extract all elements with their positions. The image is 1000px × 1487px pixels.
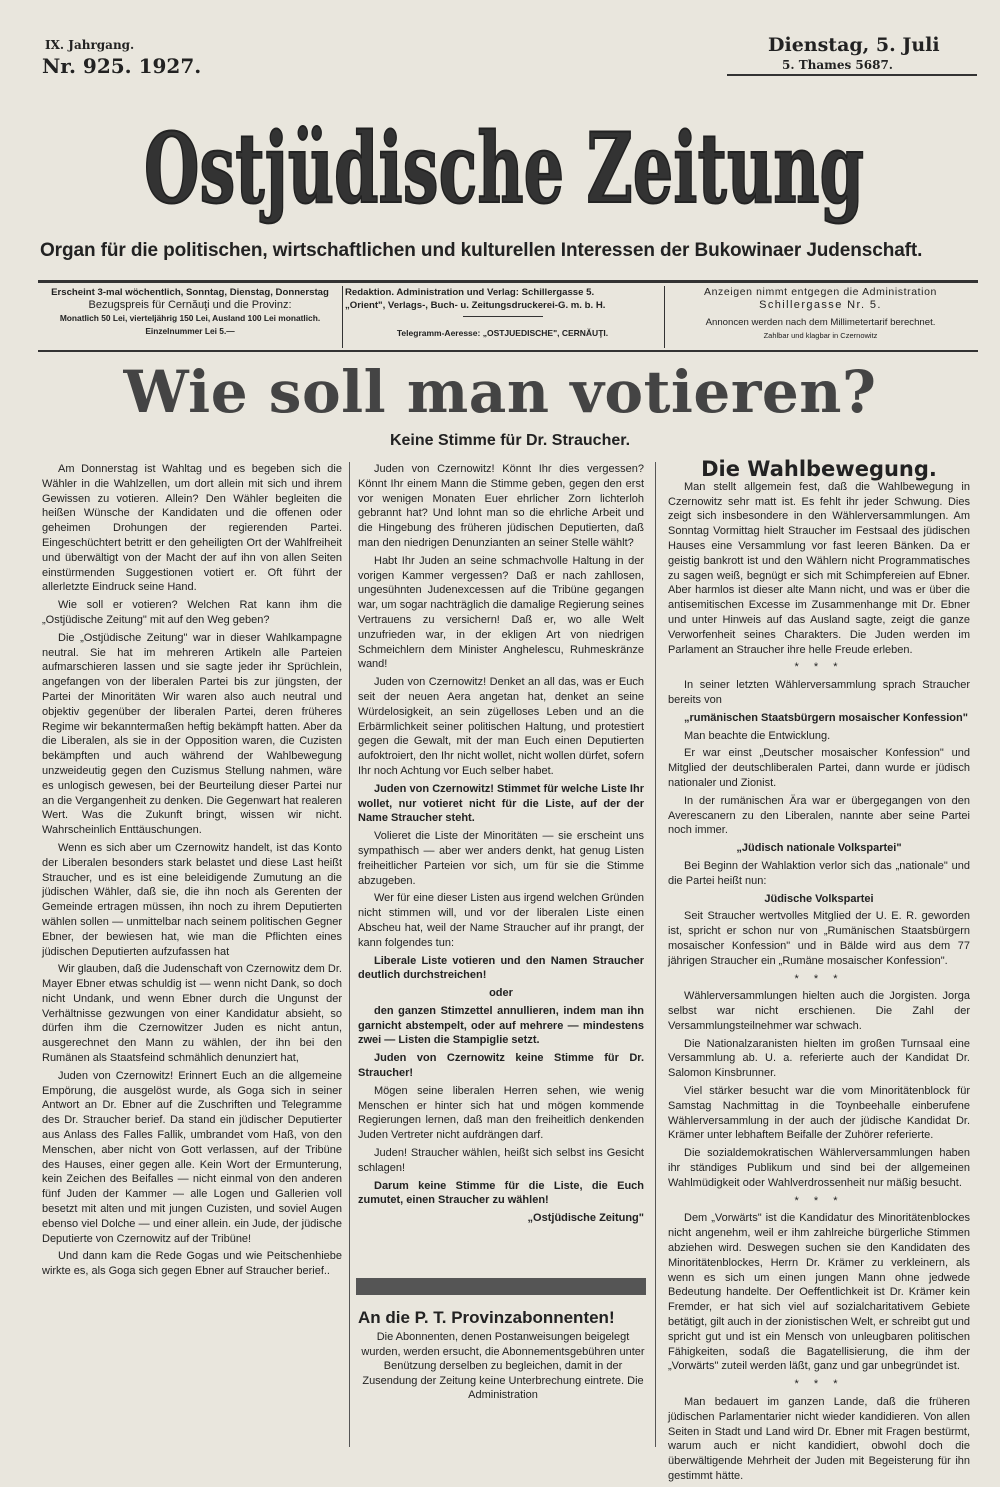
subtitle-rule xyxy=(38,280,978,283)
price-details: Monatlich 50 Lei, vierteljährig 150 Lei, Ausland 100 Lei monatlich. xyxy=(59,313,321,323)
paragraph: Juden von Czernowitz! Stimmet für welche Liste Ihr wollet, nur votieret nicht für die Liste, auf der der Name Straucher steht. xyxy=(358,782,644,825)
main-headline: Wie soll man votieren? xyxy=(123,358,877,426)
paragraph: oder xyxy=(489,987,513,1000)
paragraph: Juden von Czernowitz! Erinnert Euch an die allgemeine Empörung, die ausgelöst wurde, als Goga sich in seiner Antwort an Dr. Ebner auf die Zuschriften und Telegramme des Dr. Straucher berief. Da stand ein jüdischer Deputierter aus Anlass des Falles Fallik, umbrandet vom Haß, von den Menschen, aber nicht von Gott verlassen, auf der Tribüne des Hauses, einer gegen alle. Kein Wort der Ermunterung, kein Zeichen des Beifalles — nicht einmal von den anderen fünf Juden der Kammer — alle Logen und Gallerien voll besetzt mit alten und mit jungen Cuzisten, und soviel Augen ebenso viel Dolche — und einer allein. ein Jude, der jüdische Deputierte von Czernowitz auf der Tribüne! xyxy=(42,1069,342,1245)
paragraph: Juden von Czernowitz! Könnt Ihr dies vergessen? Könnt Ihr einem Mann die Stimme geben, gegen den erst vor wenigen Monaten Euer ehrlicher Zorn lichterloh gebrannt hat? Und lohnt man so die ehrliche Arbeit und die Hingebung des früheren jüdischen Deputierten, daß man den niedrigen Denunzianten an seiner Stelle wählt? xyxy=(358,463,644,549)
notice-title: An die P. T. Provinzabonnenten! xyxy=(358,1308,615,1327)
newspaper-subtitle: Organ für die politischen, wirtschaftlichen und kulturellen Interessen der Bukowinaer Judenschaft. xyxy=(40,240,923,261)
paragraph: Wer für eine dieser Listen aus irgend welchen Gründen nicht stimmen will, und vor der liberalen Liste einen Abscheu hat, weil der Name Straucher auf ihr prangt, der kann folgendes tun: xyxy=(358,892,644,949)
editorial-address: Redaktion. Administration und Verlag: Schillergasse 5. xyxy=(345,287,595,298)
hebrew-date: 5. Thames 5687. xyxy=(782,58,893,72)
separator-stars: * * * xyxy=(794,661,844,674)
paragraph: Die „Ostjüdische Zeitung" war in dieser Wahlkampagne neutral. Sie hat im mehreren Artikeln alle Parteien aufmarschieren lassen und sie sagte jeder ihr Sprüchlein, angefangen von der liberalen Partei bis zur jüngsten, der Partei der Minoritäten Wir waren also auch neutral und objektiv gegenüber der liberalen Partei, deren früheres Regime wir bekanntermaßen heftig bekämpft hatten. Aber da die Liberalen, als sie in der Opposition waren, die Cuzisten bekämpften und auch während der Wahlbewegung unzweideutig gegen den Cuzismus Stellung nahmen, wäre es unlogisch gewesen, bei der Beurteilung dieser Partei nur an die Vergangenheit zu denken. Die Gegenwart hat realeren Wert. Was die Zukunft bringt, wissen wir nicht. Wahrscheinlich Enttäuschungen. xyxy=(42,631,342,837)
editorial-info xyxy=(345,286,660,348)
article-column-1 xyxy=(42,462,342,1282)
telegram-address: Telegramm-Aeresse: „OSTJUEDISCHE", CERNĂUŢI. xyxy=(396,328,609,338)
ads-accepted-by: Anzeigen nimmt entgegen die Administration xyxy=(704,286,937,298)
single-issue-price: Einzelnummer Lei 5.— xyxy=(145,326,235,336)
ads-jurisdiction: Zahlbar und klagbar in Czernowitz xyxy=(763,331,878,340)
paragraph: Bei Beginn der Wahlaktion verlor sich das „nationale" und die Partei heißt nun: xyxy=(668,859,970,887)
paragraph: In der rumänischen Ära war er übergegangen von den Averescanern zu den Liberalen, nannte aber seine Partei noch immer. xyxy=(668,794,970,837)
column-divider xyxy=(655,462,656,1447)
separator-stars: * * * xyxy=(794,972,844,985)
publisher-name: „Orient", Verlags-, Buch- u. Zeitungsdruckerei-G. m. b. H. xyxy=(345,300,606,311)
paragraph: Volieret die Liste der Minoritäten — sie erscheint uns sympathisch — aber wer anders denkt, hat genug Listen freiheitlicher Parteien vor sich, um für sie die Stimme abzugeben. xyxy=(358,830,644,887)
paragraph: Die Nationalzaranisten hielten im großen Turnsaal eine Versammlung ab. U. a. referierte auch der Kandidat Dr. Salomon Kinsbrunner. xyxy=(668,1037,970,1080)
info-divider xyxy=(664,286,665,348)
paragraph: Man stellt allgemein fest, daß die Wahlbewegung in Czernowitz sehr matt ist. Es fehlt ihr jeder Schwung. Dies zeigt sich insbesondere in den Wählerversammlungen. Am Sonntag Vormittag hielt Straucher im Festsaal des jüdischen Hauses eine Versammlung vor fast leeren Bänken. Da er geistig bankrott ist und den Wählern nicht Programmatisches zu sagen weiß, begnügt er sich mit Schimpfereien auf Ebner. Aber harmlos ist dieser alte Mann nicht, und was er über die antisemitischen Excesse im Zusammenhange mit Dr. Ebner und unter Hinweis auf das Ausland sagte, zeigt die ganze Verworfenheit seines Charakters. Die Juden werden im Parlament an Straucher ihre helle Freude erleben. xyxy=(668,480,970,656)
paragraph: Viel stärker besucht war die vom Minoritätenblock für Samstag Nachmittag in die Toynbeehalle einberufene Wählerversammlung in der auch der jüdische Kandidat Dr. Krämer unter lebhaftem Beifalle der Zuhörer referierte. xyxy=(668,1085,970,1142)
masthead-title xyxy=(140,84,868,234)
column-divider xyxy=(349,462,350,1447)
volume-label: IX. Jahrgang. xyxy=(45,38,135,52)
notice-text: Die Abonnenten, denen Postanweisungen beigelegt wurden, werden ersucht, die Abonnementsgebühren unter Benützung derselben zu begleichen, damit in der Zusendung der Zeitung keine Unterbrechung eintrete. Die Administration xyxy=(361,1331,645,1401)
paragraph: In seiner letzten Wählerversammlung sprach Straucher bereits von xyxy=(668,679,970,706)
section-title: Die Wahlbewegung. xyxy=(701,457,937,481)
info-bottom-rule xyxy=(38,350,978,352)
signature: „Ostjüdische Zeitung" xyxy=(527,1212,644,1225)
price-heading: Bezugspreis für Cernăuţi und die Provinz: xyxy=(88,299,292,311)
paragraph: Wir glauben, daß die Judenschaft von Czernowitz dem Dr. Mayer Ebner etwas schuldig ist — wenn nicht Dank, so doch nicht Undank, und wenn Ebner durch die Ungunst der Verhältnisse gezwungen von einer Kandidatur absieht, so dürfen ihm die Czernowitzer Juden es nicht antun, ausgerechnet den Mann zu wählen, der ihn bei den Rumänen als Staatsfeind schmählich denunziert hat, xyxy=(42,963,342,1065)
paragraph: Jüdische Volkspartei xyxy=(764,892,874,905)
subscription-info xyxy=(40,286,340,348)
paragraph: Dem „Vorwärts" ist die Kandidatur des Minoritätenblockes nicht angenehm, weil er ihm zahlreiche bürgerliche Stimmen abziehen wird. Deswegen suchen sie den Kandidaten des Minoritätenblockes, Herrn Dr. Krämer zu verkleinern, als wenn es sich um einen jungen Mann ohne jedwede Bedeutung handelte. Der Oeffentlichkeit ist Dr. Krämer kein Fremder, er hat sich viel auf sozialcharitativem Gebiete betätigt, gilt auch in der zionistischen Welt, er schreibt gut und spricht gut und ist ein Mensch von unleugbaren politischen Fähigkeiten, sodaß die Bagatellisierung, die ihm der „Vorwärts" zuteil werden läßt, ganz und gar unbegründet ist. xyxy=(668,1212,970,1373)
section-separator-bar xyxy=(356,1278,646,1295)
masthead-title-text: Ostjüdische Zeitung xyxy=(144,112,864,225)
issue-number: Nr. 925. 1927. xyxy=(42,54,202,78)
paragraph: Man bedauert im ganzen Lande, daß die früheren jüdischen Parlamentarier nicht wieder kandidieren. Von allen Seiten in Stadt und Land wird Dr. Ebner mit Fragen bestürmt, warum auch er nicht kandidiert, obwohl doch die überwältigende Mehrheit der Juden mit Begeisterung für ihn gestimmt hätte. xyxy=(668,1396,970,1482)
paragraph: Am Donnerstag ist Wahltag und es begeben sich die Wähler in die Wahlzellen, um dort allein mit sich und ihrem Gewissen zu votieren. Allein? Den Wähler begleiten die heißen Wünsche der Kandidaten und die offenen oder geheimen Drohungen der regierenden Partei. Eingeschüchtert betritt er den geheiligten Ort der Wahlfreiheit und überwältigt von der Macht der auf ihn von allen Seiten einstürmenden Suggestionen votiert er. Oft führt der allerletzte Eindruck seine Hand. xyxy=(42,463,342,594)
paragraph: Die sozialdemokratischen Wählerversammlungen haben ihr ständiges Publikum und sind bei der allgemeinen Wahlmüdigkeit oder Wahlverdrossenheit nur mäßig besucht. xyxy=(668,1147,970,1189)
issue-date: Dienstag, 5. Juli xyxy=(768,34,940,56)
date-rule xyxy=(727,74,977,76)
article-column-2 xyxy=(358,462,644,1229)
ads-pricing: Annoncen werden nach dem Millimetertarif berechnet. xyxy=(705,317,936,328)
divider xyxy=(463,316,543,317)
paragraph: Habt Ihr Juden an seine schmachvolle Haltung in der vorigen Kammer vergessen? Daß er nach zahllosen, ungesühnten Judenexcessen auf die Tribüne gegangen war, um sogar nachträglich die damalige Regierung seines Vertrauens zu versichern! Daß er, wo alle Welt unzufrieden war, in der ekligen Art von niedrigen Schmeichlern dem Minister Anghelescu, Ruhmeskränze wand! xyxy=(358,554,644,671)
ads-address: Schillergasse Nr. 5. xyxy=(759,299,882,311)
paragraph: Er war einst „Deutscher mosaischer Konfession" und Mitglied der deutschliberalen Partei, dann wurde er jüdisch nationaler und Zionist. xyxy=(668,747,970,789)
paragraph: Und dann kam die Rede Gogas und wie Peitschenhiebe wirkte es, als Goga sich gegen Ebner auf Straucher berief.. xyxy=(42,1250,342,1278)
paragraph: Wenn es sich aber um Czernowitz handelt, ist das Konto der Liberalen besonders stark belastet und diese Last heißt Straucher, und es ist eine beleidigende Zumutung an die jüdischen Wähler, daß sie, die ihn noch als Gerenten der Gemeinde ertragen müssen, ihn noch zu ihrem Deputierten wählen sollen — unmittelbar nach seinem politischen Gegner Ebner, der bewiesen hat, wie man die Pflichten eines jüdischen Deputierten aufzufassen hat xyxy=(42,841,342,958)
paragraph: den ganzen Stimzettel annullieren, indem man ihn garnicht abstempelt, oder auf mehrere — mindestens zwei — Listen die Stampiglie setzt. xyxy=(358,1004,644,1047)
separator-stars: * * * xyxy=(794,1194,844,1207)
info-divider xyxy=(342,286,343,348)
paragraph: „rumänischen Staatsbürgern mosaischer Konfession" xyxy=(684,711,968,724)
paragraph: Darum keine Stimme für die Liste, die Euch zumutet, einen Straucher zu wählen! xyxy=(358,1179,644,1207)
paragraph: „Jüdisch nationale Volkspartei" xyxy=(736,842,902,855)
paragraph: Juden! Straucher wählen, heißt sich selbst ins Gesicht schlagen! xyxy=(358,1147,644,1174)
paragraph: Juden von Czernowitz keine Stimme für Dr. Straucher! xyxy=(358,1052,644,1080)
paragraph: Mögen seine liberalen Herren sehen, wie wenig Menschen er hinter sich hat und mögen kommende Regierungen lernen, daß man den freiheitlich denkenden Juden Vertreter nicht aufdrängen darf. xyxy=(358,1084,644,1142)
paragraph: Wie soll er votieren? Welchen Rat kann ihm die „Ostjüdische Zeitung" mit auf den Weg geben? xyxy=(42,599,342,626)
sub-headline: Keine Stimme für Dr. Straucher. xyxy=(389,432,631,449)
article-column-3 xyxy=(668,457,970,1487)
publication-schedule: Erscheint 3-mal wöchentlich, Sonntag, Dienstag, Donnerstag xyxy=(51,287,329,298)
paragraph: Seit Straucher wertvolles Mitglied der U. E. R. geworden ist, spricht er schon nur von „Rumänischen Staatsbürgern mosaischer Konfession" und in Bälde wird aus dem 77 jährigen Straucher ein „Rumäne mosaischer Konfession". xyxy=(668,910,970,967)
paragraph: Juden von Czernowitz! Denket an all das, was er Euch seit der neuen Aera angetan hat, denket an seine Würdelosigkeit, an sein zügelloses Leben und an die Erbärmlichkeit seiner politischen Haltung, und protestiert gegen die Gewalt, mit der man Euch einen Deputierten aufoktroiert, den Ihr nicht wollet, nicht wollen dürfet, sofern Ihr noch Achtung vor Euch selber habet. xyxy=(358,676,644,777)
paragraph: Man beachte die Entwicklung. xyxy=(684,729,831,742)
paragraph: Liberale Liste votieren und den Namen Straucher deutlich durchstreichen! xyxy=(358,954,644,982)
advertising-info xyxy=(668,286,973,348)
paragraph: Wählerversammlungen hielten auch die Jorgisten. Jorga selbst war nicht erschienen. Die Zahl der Versammlungsteilnehmer war schwach. xyxy=(668,990,970,1032)
separator-stars: * * * xyxy=(794,1378,844,1391)
